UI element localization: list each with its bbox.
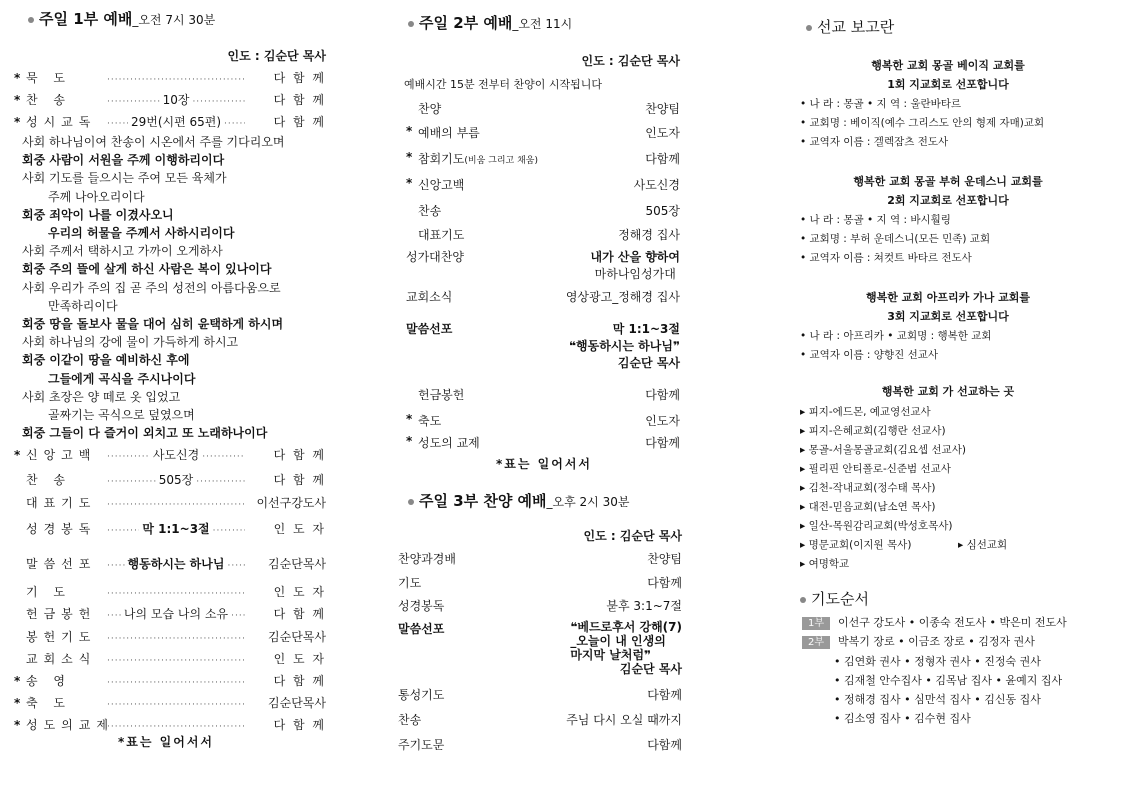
- responsive-line: 회중 주의 뜰에 살게 하신 사람은 복이 있나이다: [22, 262, 272, 277]
- support-item: ▸ 피지-에드몬, 예교영선교사: [800, 406, 931, 418]
- mission-declaration: 2회 지교회로 선포합니다: [887, 194, 1009, 207]
- service-3-title: 주일 3부 찬양 예배: [419, 492, 547, 510]
- service-3-heading: [408, 490, 629, 511]
- prayer-names-1: 이선구 강도사 • 이종숙 전도사 • 박은미 전도사: [838, 616, 1067, 629]
- service-1-heading: [28, 8, 215, 29]
- order-label: 축도: [418, 414, 442, 428]
- responsive-line: 사회 하나님의 강에 물이 가득하게 하시고: [22, 335, 239, 350]
- order-label: 성시교독: [26, 115, 97, 129]
- service-tag-1: 1부: [802, 617, 830, 630]
- order-label: [418, 100, 645, 117]
- support-item: ▸ 여명학교: [800, 558, 850, 570]
- service-1-leader: 인도 : 김순단 목사: [227, 49, 326, 63]
- prayer-names: • 김소영 집사 • 김수현 집사: [834, 712, 971, 725]
- order-responsible: 다 함 께: [273, 71, 326, 85]
- order-detail: 29번(시편 65편): [130, 115, 222, 129]
- order-row: [14, 494, 326, 511]
- leader-dots: [224, 119, 245, 129]
- order-label: 헌금봉헌: [26, 607, 97, 621]
- order-responsible: 505장: [645, 204, 680, 218]
- choir-name: 마하나임성가대: [594, 267, 676, 281]
- order-responsible: 인 도 자: [273, 652, 326, 666]
- support-item: ▸ 피지-은혜교회(김행란 선교사): [800, 425, 946, 437]
- standing-marker: *: [14, 93, 21, 107]
- order-row: [406, 150, 680, 167]
- order-responsible: 김순단목사: [268, 557, 327, 571]
- order-label-text: 참회기도: [418, 152, 465, 166]
- leader-dots: [231, 611, 245, 621]
- leader-dots: [107, 75, 245, 85]
- service-3-sermon-label: 말씀선포: [398, 622, 445, 636]
- service-3-sermon-detail: [570, 620, 682, 676]
- responsive-line: 회중 그들이 다 즐거이 외치고 또 노래하나이다: [22, 426, 268, 441]
- order-detail: 사도신경: [152, 448, 200, 462]
- standing-marker: *: [14, 115, 21, 129]
- standing-marker: *: [14, 718, 21, 732]
- leader-dots: [107, 561, 125, 571]
- leader-dots: [107, 452, 150, 462]
- order-responsible: 다 함 께: [273, 607, 326, 621]
- responsive-line: 사회 우리가 주의 집 곧 주의 성전의 아름다움으로: [22, 280, 281, 295]
- order-row: [14, 471, 326, 488]
- order-row: [406, 434, 680, 451]
- service-1-title: 주일 1부 예배: [39, 10, 133, 28]
- standing-marker: [406, 226, 418, 243]
- order-label: 축 도: [26, 696, 71, 710]
- news-row: [406, 288, 680, 305]
- support-item: ▸ 일산-목원감리교회(박성호목사): [800, 520, 953, 532]
- service-2-heading: [408, 12, 572, 33]
- order-label: 찬송: [398, 713, 422, 727]
- bullet-dot-icon: [408, 21, 414, 27]
- leader-dots: [196, 477, 245, 487]
- order-label: 주기도문: [398, 738, 445, 752]
- order-label: [418, 124, 645, 141]
- sermon-line: ❝베드로후서 강해(7): [570, 620, 682, 634]
- standing-marker: *: [14, 696, 21, 710]
- order-responsible: 인도자: [645, 126, 680, 140]
- mission-detail: • 교역자 이름 : 양향진 선교사: [800, 349, 938, 361]
- responsive-line: 회중 이같이 땅을 예비하신 후에: [22, 353, 190, 368]
- mission-declaration: 1회 지교회로 선포합니다: [887, 78, 1009, 91]
- leader-dots: [107, 500, 245, 510]
- order-row: [14, 628, 326, 645]
- sermon-line: 마지막 날처럼❞: [570, 648, 652, 662]
- news-label: 교회소식: [406, 290, 453, 304]
- order-label: 기 도: [26, 585, 71, 599]
- order-responsible: 주님 다시 오실 때까지: [566, 713, 682, 727]
- support-item: ▸ 김천-작내교회(정수태 목사): [800, 482, 936, 494]
- service-2-leader: 인도 : 김순단 목사: [581, 54, 680, 68]
- leader-dots: [227, 561, 245, 571]
- mission-headline: 행복한 교회 몽골 베이직 교회를: [871, 59, 1025, 72]
- standing-marker: [406, 100, 418, 117]
- leader-dots: [107, 119, 128, 129]
- mission-title: 선교 보고란: [817, 18, 895, 36]
- responsive-line: 골짜기는 곡식으로 덮였으며: [48, 408, 195, 422]
- order-label: 성도의교제: [26, 718, 114, 732]
- order-responsible: 이선구강도사: [256, 496, 326, 510]
- order-responsible: 정해경 집사: [618, 228, 680, 242]
- prayer-line-1: [802, 614, 1067, 630]
- order-label: 성경봉독: [398, 599, 445, 613]
- order-detail: 행동하시는 하나님: [127, 557, 225, 571]
- order-row: [406, 176, 680, 193]
- standing-marker: *: [406, 150, 413, 164]
- order-label: 봉헌기도: [26, 630, 97, 644]
- sermon-line: _오늘이 내 인생의: [570, 634, 666, 648]
- bullet-dot-icon: [408, 499, 414, 505]
- order-label: 교회소식: [26, 652, 97, 666]
- service-2-time: _오전 11시: [512, 17, 573, 31]
- order-label: [418, 150, 645, 167]
- order-label: 기도: [398, 576, 422, 590]
- order-label: 신앙고백: [26, 448, 97, 462]
- sermon-reference: 막 1:1~3절: [612, 322, 680, 336]
- order-label: 성도의 교제: [418, 436, 480, 450]
- news-presenter: 영상광고_정해경 집사: [565, 290, 680, 304]
- choir-label: 성가대찬양: [406, 250, 464, 264]
- prayer-names: • 김재철 안수집사 • 김목남 집사 • 윤예지 집사: [834, 674, 1063, 687]
- order-row: [14, 520, 326, 537]
- sermon-row: [406, 320, 680, 371]
- order-detail: 505장: [158, 473, 194, 487]
- order-responsible: 찬양팀: [647, 552, 682, 566]
- order-responsible: 인 도 자: [273, 585, 326, 599]
- support-item: ▸ 심선교회: [958, 539, 1008, 551]
- order-label: 성경봉독: [26, 522, 97, 536]
- mission-detail: • 나 라 : 몽골 • 지 역 : 울란바타르: [800, 98, 962, 110]
- responsive-line: 주께 나아오리이다: [48, 189, 145, 204]
- order-row: [406, 226, 680, 243]
- order-row: [398, 736, 682, 753]
- standing-note: *표는 일어서서: [496, 457, 593, 471]
- order-label: 헌금봉헌: [418, 388, 465, 402]
- order-responsible: 김순단목사: [268, 696, 326, 710]
- prayer-title: 기도순서: [811, 590, 869, 608]
- order-responsible: 인 도 자: [273, 522, 327, 536]
- service-3-time: _오후 2시 30분: [546, 495, 630, 509]
- bullet-dot-icon: [28, 17, 34, 23]
- order-label-note: (비움 그리고 채움): [464, 156, 538, 166]
- order-responsible: 김순단목사: [268, 630, 326, 644]
- leader-dots: [107, 656, 245, 666]
- support-title: 행복한 교회 가 선교하는 곳: [881, 385, 1015, 398]
- standing-marker: *: [406, 124, 413, 138]
- order-responsible: 찬양팀: [645, 102, 680, 116]
- order-responsible: 다 함 께: [273, 473, 326, 487]
- order-row: [14, 446, 326, 463]
- order-responsible: 다 함 께: [273, 93, 326, 107]
- mission-heading: [806, 16, 894, 37]
- sermon-label: 말씀선포: [406, 322, 453, 336]
- leader-dots: [192, 97, 245, 107]
- responsive-line: 사회 하나님이여 찬송이 시온에서 주를 기다리오며: [22, 135, 285, 149]
- standing-marker: [406, 202, 418, 219]
- service-1-time: _오전 7시 30분: [132, 13, 216, 27]
- service-3-sermon-row: [398, 620, 682, 676]
- mission-headline: 행복한 교회 몽골 부허 운데스니 교회를: [853, 175, 1043, 188]
- standing-marker: *: [406, 412, 413, 426]
- service-3-leader: 인도 : 김순단 목사: [583, 529, 682, 543]
- order-row: [398, 711, 682, 728]
- leader-dots: [107, 634, 245, 644]
- order-label: 찬 송: [26, 473, 71, 487]
- responsive-line: 사회 기도를 들으시는 주여 모든 육체가: [22, 171, 227, 186]
- order-row: [14, 91, 326, 108]
- order-responsible: 사도신경: [633, 178, 680, 192]
- order-row: [406, 412, 680, 429]
- standing-marker: *: [406, 434, 413, 448]
- order-row: [14, 555, 326, 572]
- choir-detail: [590, 248, 680, 282]
- leader-dots: [213, 526, 245, 536]
- order-label: 묵 도: [26, 71, 71, 85]
- order-label: [418, 176, 634, 193]
- choir-song: 내가 산을 향하여: [590, 250, 680, 264]
- support-item: ▸ 필리핀 안티폴로-신준범 선교사: [800, 463, 951, 475]
- order-row: [14, 113, 326, 130]
- sermon-preacher: 김순단 목사: [617, 356, 680, 370]
- order-responsible: 다 함 께: [273, 448, 326, 462]
- mission-detail: • 교회명 : 베이직(예수 그리스도 안의 형제 자매)교회: [800, 117, 1045, 129]
- standing-marker: *: [14, 71, 21, 85]
- order-responsible: 다 함 께: [273, 718, 326, 732]
- standing-marker: *: [406, 176, 413, 190]
- mission-detail: • 나 라 : 몽골 • 지 역 : 바시훨링: [800, 214, 951, 226]
- order-responsible: 인도자: [645, 414, 680, 428]
- order-row: [398, 550, 682, 567]
- order-responsible: 다함께: [647, 738, 682, 752]
- responsive-line: 그들에게 곡식을 주시나이다: [48, 371, 196, 386]
- order-responsible: 붇후 3:1~7절: [606, 599, 682, 613]
- leader-dots: [107, 700, 245, 710]
- sermon-title: ❝행동하시는 하나님❞: [568, 339, 680, 353]
- order-label: 찬양과경배: [398, 552, 456, 566]
- order-label: 대표기도: [26, 496, 97, 510]
- mission-declaration: 3회 지교회로 선포합니다: [887, 310, 1009, 323]
- order-label-text: 찬양: [418, 102, 442, 116]
- responsive-line: 우리의 허물을 주께서 사하시리이다: [48, 226, 235, 240]
- responsive-line: 회중 죄악이 나를 이겼사오니: [22, 207, 174, 222]
- leader-dots: [107, 477, 156, 487]
- prayer-names: • 김연화 권사 • 정형자 권사 • 진정숙 권사: [834, 655, 1041, 668]
- leader-dots: [107, 678, 245, 688]
- sermon-detail: [569, 320, 680, 371]
- order-label: 말씀선포: [26, 557, 97, 571]
- standing-marker: [406, 386, 418, 403]
- bullet-dot-icon: [800, 597, 806, 603]
- order-label-text: 신앙고백: [418, 178, 465, 192]
- leader-dots: [107, 97, 160, 107]
- order-row: [406, 100, 680, 117]
- standing-marker: *: [14, 448, 21, 462]
- leader-dots: [107, 526, 139, 536]
- order-row: [14, 716, 326, 733]
- order-responsible: 다 함 께: [273, 115, 326, 129]
- responsive-line: 사회 초장은 양 떼로 옷 입었고: [22, 389, 181, 404]
- leader-dots: [107, 722, 245, 732]
- bullet-dot-icon: [806, 25, 812, 31]
- order-row: [14, 605, 326, 622]
- order-label: [418, 226, 618, 243]
- order-responsible: 다함께: [647, 576, 682, 590]
- support-item: ▸ 몽골-서울몽골교회(김요셉 선교사): [800, 444, 966, 456]
- order-row: [14, 69, 326, 86]
- mission-detail: • 교역자 이름 : 쳐컷트 바타르 전도사: [800, 252, 972, 264]
- responsive-line: 회중 땅을 돌보사 물을 대어 심히 윤택하게 하시며: [22, 317, 284, 331]
- order-detail: 10장: [162, 93, 190, 107]
- standing-marker: *: [14, 674, 21, 688]
- order-label-text: 대표기도: [418, 228, 465, 242]
- order-row: [398, 686, 682, 703]
- mission-headline: 행복한 교회 아프리카 가나 교회를: [865, 291, 1031, 304]
- order-row: [14, 672, 326, 689]
- standing-note: *표는 일어서서: [118, 735, 215, 749]
- order-row: [406, 202, 680, 219]
- mission-detail: • 나 라 : 아프리카 • 교회명 : 행복한 교회: [800, 330, 992, 342]
- order-row: [14, 694, 326, 711]
- support-item: ▸ 명문교회(이지원 목사): [800, 539, 912, 551]
- pre-service-notice: 예배시간 15분 전부터 찬양이 시작됩니다: [404, 78, 602, 91]
- responsive-line: 회중 사람이 서원을 주께 이행하리이다: [22, 153, 225, 168]
- order-label: 송 영: [26, 674, 71, 688]
- service-tag-2: 2부: [802, 636, 830, 649]
- order-label: 찬 송: [26, 93, 71, 107]
- sermon-line: 김순단 목사: [619, 662, 682, 676]
- support-item: ▸ 대전-믿음교회(남소연 목사): [800, 501, 936, 513]
- order-detail: 막 1:1~3절: [142, 522, 210, 536]
- order-label-text: 예배의 부름: [418, 126, 480, 140]
- leader-dots: [107, 611, 121, 621]
- order-responsible: 다 함 께: [273, 674, 326, 688]
- order-label: 통성기도: [398, 688, 445, 702]
- leader-dots: [107, 589, 245, 599]
- leader-dots: [202, 452, 245, 462]
- order-row: [406, 386, 680, 403]
- service-2-title: 주일 2부 예배: [419, 14, 513, 32]
- order-row: [14, 650, 326, 667]
- order-detail: 나의 모습 나의 소유: [123, 607, 229, 621]
- order-row: [14, 583, 326, 600]
- order-row: [406, 124, 680, 141]
- order-responsible: 다함께: [645, 388, 680, 402]
- prayer-names: • 정해경 집사 • 심만석 집사 • 김신동 집사: [834, 693, 1041, 706]
- order-responsible: 다함께: [645, 436, 680, 450]
- order-row: [398, 597, 682, 614]
- prayer-names-2: 박복기 장로 • 이금조 장로 • 김정자 권사: [838, 635, 1035, 648]
- prayer-line-2: [802, 633, 1035, 649]
- order-row: [398, 574, 682, 591]
- order-label-text: 찬송: [418, 204, 442, 218]
- order-responsible: 다함께: [645, 152, 680, 166]
- responsive-line: 사회 주께서 택하시고 가까이 오게하사: [22, 244, 223, 259]
- mission-detail: • 교회명 : 부허 운데스니(모든 민족) 교회: [800, 233, 991, 245]
- order-responsible: 다함께: [647, 688, 682, 702]
- prayer-heading: [800, 588, 869, 609]
- responsive-line: 만족하리이다: [48, 298, 118, 313]
- mission-detail: • 교역자 이름 : 겔렉잠츠 전도사: [800, 136, 949, 148]
- choir-row: [406, 248, 680, 282]
- order-label: [418, 202, 646, 219]
